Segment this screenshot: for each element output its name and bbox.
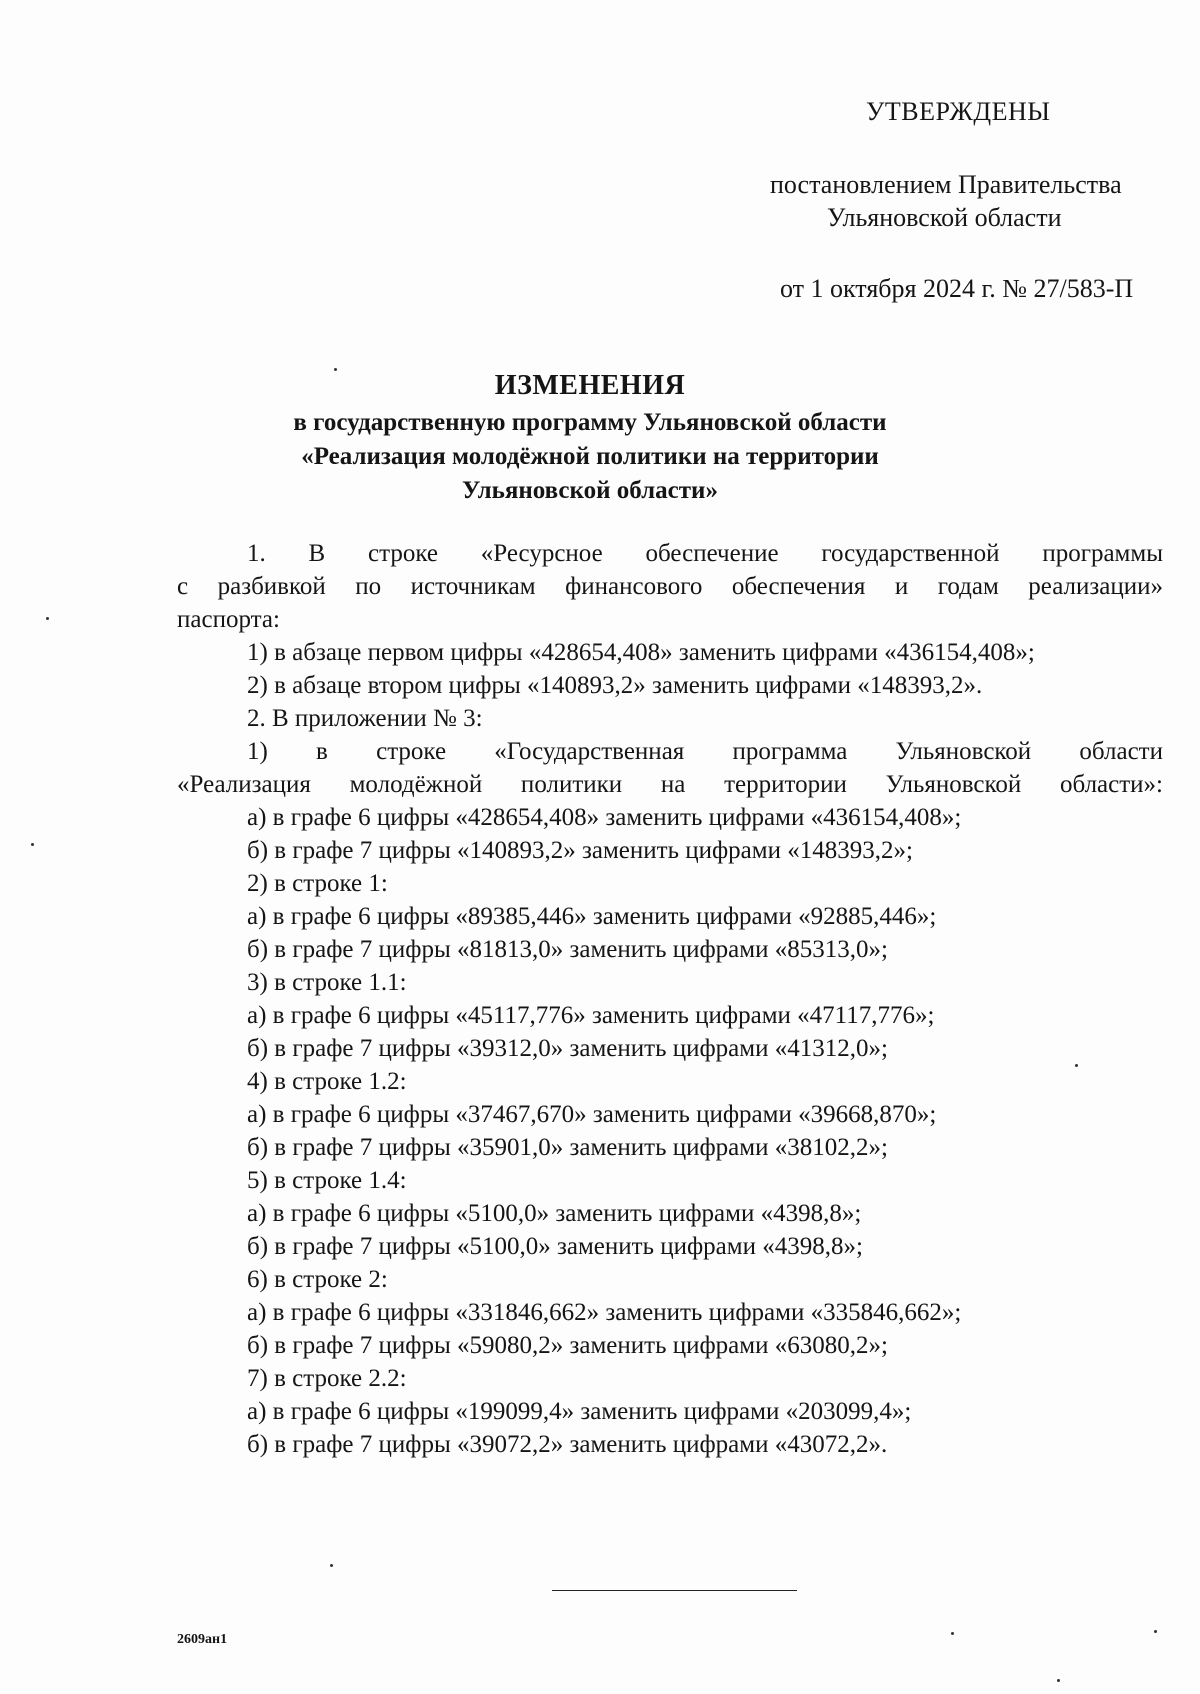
list-item: а) в графе 6 цифры «5100,0» заменить цифрами «4398,8»; bbox=[247, 1200, 862, 1227]
scan-speck bbox=[1075, 1064, 1078, 1067]
paragraph-1-line-1: 1. В строке «Ресурсное обеспечение государственной программы bbox=[247, 540, 1163, 567]
paragraph-2-line-2: «Реализация молодёжной политики на территории Ульяновской области»: bbox=[177, 771, 1163, 798]
list-item: а) в графе 6 цифры «45117,776» заменить цифрами «47117,776»; bbox=[247, 1002, 935, 1029]
scan-speck bbox=[1057, 1679, 1060, 1682]
document-code: 2609ан1 bbox=[177, 1632, 228, 1647]
list-item: 1) в абзаце первом цифры «428654,408» заменить цифрами «436154,408»; bbox=[247, 639, 1035, 666]
document-body bbox=[177, 537, 1163, 1461]
list-item: а) в графе 6 цифры «331846,662» заменить цифрами «335846,662»; bbox=[247, 1299, 962, 1326]
list-item: 4) в строке 1.2: bbox=[247, 1068, 407, 1095]
document-title bbox=[280, 370, 900, 508]
list-item: б) в графе 7 цифры «39312,0» заменить цифрами «41312,0»; bbox=[247, 1035, 888, 1062]
decree-line-1: постановлением Правительства bbox=[770, 170, 1122, 199]
title-main: ИЗМЕНЕНИЯ bbox=[494, 370, 686, 401]
title-line-1: в государственную программу Ульяновской области bbox=[293, 409, 887, 436]
title-line-3: Ульяновской области» bbox=[462, 477, 718, 504]
scan-speck bbox=[951, 1632, 954, 1635]
end-separator-line bbox=[552, 1590, 797, 1591]
list-item: б) в графе 7 цифры «59080,2» заменить цифрами «63080,2»; bbox=[247, 1332, 888, 1359]
list-item: б) в графе 7 цифры «81813,0» заменить цифрами «85313,0»; bbox=[247, 936, 888, 963]
scan-speck bbox=[330, 1564, 333, 1567]
list-item: 2. В приложении № 3: bbox=[247, 705, 483, 732]
list-item: 6) в строке 2: bbox=[247, 1266, 388, 1293]
list-item: б) в графе 7 цифры «39072,2» заменить цифрами «43072,2». bbox=[247, 1431, 888, 1458]
decree-reference bbox=[760, 168, 1160, 234]
list-item: а) в графе 6 цифры «428654,408» заменить цифрами «436154,408»; bbox=[247, 804, 962, 831]
scan-speck bbox=[1154, 1630, 1157, 1633]
list-item: 7) в строке 2.2: bbox=[247, 1365, 407, 1392]
decree-date: от 1 октября 2024 г. № 27/583-П bbox=[780, 274, 1134, 303]
scan-speck bbox=[334, 368, 337, 371]
decree-line-2: Ульяновской области bbox=[827, 203, 1062, 232]
scan-speck bbox=[46, 617, 49, 620]
list-item: а) в графе 6 цифры «37467,670» заменить цифрами «39668,870»; bbox=[247, 1101, 937, 1128]
list-item: 5) в строке 1.4: bbox=[247, 1167, 407, 1194]
list-item: б) в графе 7 цифры «35901,0» заменить цифрами «38102,2»; bbox=[247, 1134, 888, 1161]
scan-speck bbox=[31, 843, 34, 846]
approval-heading: УТВЕРЖДЕНЫ bbox=[866, 97, 1051, 126]
list-item: 2) в абзаце втором цифры «140893,2» заменить цифрами «148393,2». bbox=[247, 672, 983, 699]
list-item: а) в графе 6 цифры «199099,4» заменить цифрами «203099,4»; bbox=[247, 1398, 912, 1425]
title-line-2: «Реализация молодёжной политики на территории bbox=[301, 443, 879, 470]
list-item: б) в графе 7 цифры «5100,0» заменить цифрами «4398,8»; bbox=[247, 1233, 863, 1260]
list-item: а) в графе 6 цифры «89385,446» заменить цифрами «92885,446»; bbox=[247, 903, 937, 930]
paragraph-1-line-3: паспорта: bbox=[177, 606, 280, 633]
list-item: 3) в строке 1.1: bbox=[247, 969, 407, 996]
paragraph-1-line-2: с разбивкой по источникам финансового обеспечения и годам реализации» bbox=[177, 573, 1163, 600]
list-item: 2) в строке 1: bbox=[247, 870, 388, 897]
paragraph-2-line-1: 1) в строке «Государственная программа Ульяновской области bbox=[247, 738, 1163, 765]
list-item: б) в графе 7 цифры «140893,2» заменить цифрами «148393,2»; bbox=[247, 837, 913, 864]
